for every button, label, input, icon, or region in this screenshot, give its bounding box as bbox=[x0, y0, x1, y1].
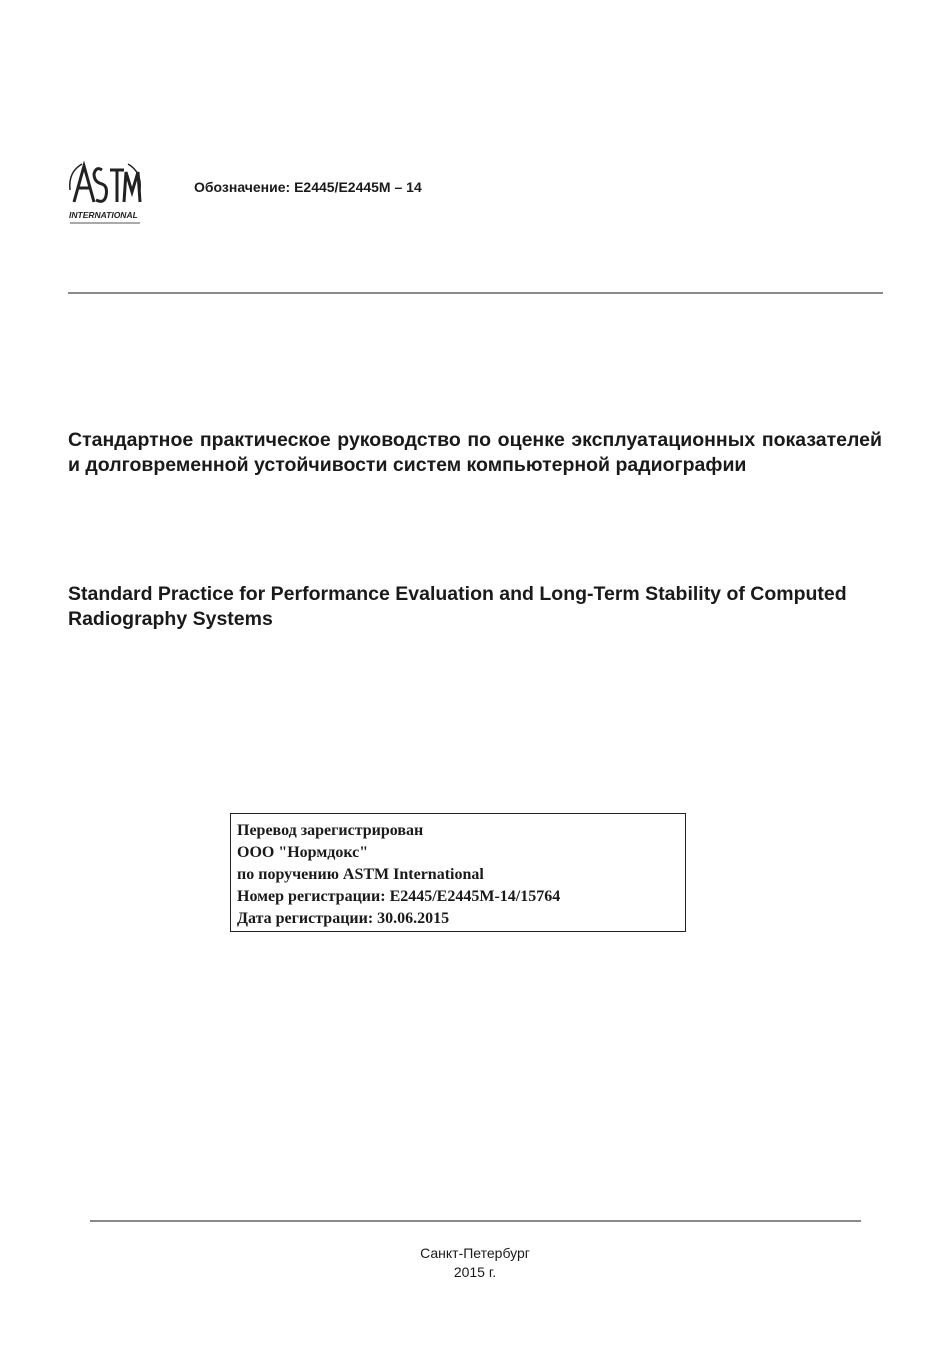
footer-city: Санкт-Петербург bbox=[420, 1245, 530, 1261]
astm-logo bbox=[66, 160, 144, 228]
designation: Обозначение: E2445/E2445M – 14 bbox=[194, 179, 422, 195]
top-divider bbox=[68, 292, 883, 294]
logo-text: INTERNATIONAL bbox=[69, 210, 138, 220]
registration-line: ООО "Нормдокс" bbox=[237, 844, 369, 861]
astm-logo-icon bbox=[66, 160, 144, 228]
footer-year: 2015 г. bbox=[453, 1264, 497, 1280]
registration-line: Дата регистрации: 30.06.2015 bbox=[237, 910, 450, 927]
title-russian: Стандартное практическое руководство по оценке эксплуатационных показателей и долговременной устойчивости систем компьютерной радиографии bbox=[68, 429, 882, 476]
registration-line: по поручению ASTM International bbox=[237, 866, 484, 883]
registration-line: Перевод зарегистрирован bbox=[237, 822, 424, 839]
registration-line: Номер регистрации: E2445/E2445M-14/15764 bbox=[237, 888, 561, 905]
title-english: Standard Practice for Performance Evaluation and Long-Term Stability of Computed Radiography Systems bbox=[68, 583, 847, 630]
registration-box bbox=[230, 813, 686, 932]
bottom-divider bbox=[90, 1220, 861, 1222]
